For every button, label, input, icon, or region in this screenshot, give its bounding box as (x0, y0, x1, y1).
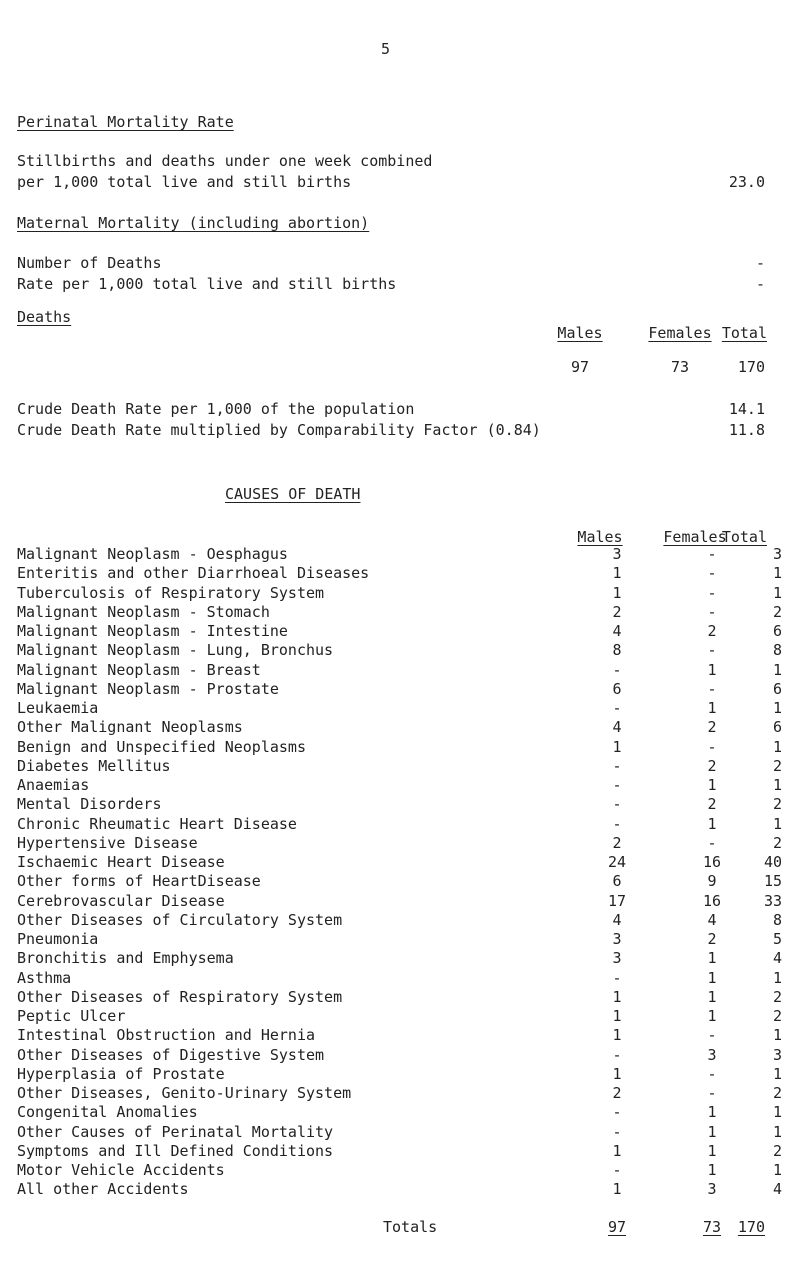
cause-females: 1 (707, 987, 717, 1006)
cause-total: 6 (772, 679, 782, 698)
cause-males: 3 (612, 930, 622, 948)
cause-males: 1 (612, 1141, 622, 1160)
cause-females: 2 (707, 930, 717, 948)
crude-rate-value: 14.1 (728, 400, 765, 418)
cause-total: 15 (763, 872, 782, 891)
cause-males: 1 (612, 1007, 622, 1025)
cause-males: 2 (612, 833, 622, 852)
deaths-col-males: Males (557, 324, 603, 342)
cause-females: - (707, 833, 717, 852)
adjusted-rate-label: Crude Death Rate multiplied by Comparability Factor (0.84) (17, 421, 541, 439)
cause-males: 4 (612, 718, 622, 737)
cause-label: Other forms of HeartDisease (17, 872, 261, 891)
table-row (17, 1122, 782, 1143)
cause-males: 17 (607, 891, 627, 910)
cause-label: Malignant Neoplasm - Prostate (17, 679, 279, 698)
causes-col-males: Males (577, 528, 623, 546)
cause-females: - (707, 737, 717, 756)
cause-label: All other Accidents (17, 1180, 189, 1199)
cause-females: - (707, 583, 717, 602)
cause-label: Chronic Rheumatic Heart Disease (17, 814, 297, 833)
cause-label: Other Diseases of Circulatory System (17, 910, 343, 929)
table-row (17, 1084, 782, 1104)
cause-total: 2 (772, 1084, 782, 1102)
cause-females: 1 (707, 1122, 717, 1141)
cause-total: 8 (772, 641, 782, 660)
totals-males: 97 (607, 1218, 627, 1236)
table-row (17, 872, 782, 892)
cause-males: - (612, 776, 622, 794)
causes-heading: CAUSES OF DEATH (225, 485, 361, 503)
table-row (17, 833, 782, 854)
table-row (17, 853, 782, 873)
cause-total: 2 (772, 1007, 782, 1025)
table-row (17, 987, 782, 1008)
cause-females: 1 (707, 1141, 717, 1160)
cause-label: Malignant Neoplasm - Breast (17, 660, 261, 679)
cause-females: 1 (707, 1161, 717, 1179)
cause-females: 1 (707, 949, 717, 968)
cause-males: 8 (612, 641, 622, 660)
cause-females: 2 (707, 756, 717, 775)
table-row (17, 641, 782, 661)
cause-males: - (612, 660, 622, 679)
cause-females: - (707, 564, 717, 583)
table-row (17, 949, 782, 969)
page-number: 5 (381, 40, 391, 58)
cause-total: 1 (772, 776, 782, 794)
cause-label: Other Diseases of Respiratory System (17, 987, 343, 1006)
cause-males: - (612, 968, 622, 987)
cause-label: Benign and Unspecified Neoplasms (17, 737, 306, 756)
cause-females: - (707, 1084, 717, 1102)
cause-males: 24 (607, 853, 627, 871)
cause-total: 33 (763, 891, 782, 910)
cause-males: 2 (612, 1084, 622, 1102)
cause-total: 4 (772, 949, 782, 968)
cause-total: 5 (772, 930, 782, 948)
table-row (17, 679, 782, 700)
table-row (17, 718, 782, 738)
cause-females: 2 (707, 718, 717, 737)
cause-females: 1 (707, 1103, 717, 1122)
cause-total: 1 (772, 968, 782, 987)
cause-females: 4 (707, 910, 717, 929)
cause-label: Pneumonia (17, 930, 99, 948)
table-row (17, 1026, 782, 1046)
perinatal-line1: Stillbirths and deaths under one week combined (17, 152, 433, 170)
maternal-heading: Maternal Mortality (including abortion) (17, 214, 370, 232)
deaths-females: 73 (670, 358, 690, 376)
table-row (17, 737, 782, 758)
table-row (17, 583, 782, 604)
cause-total: 1 (772, 583, 782, 602)
cause-females: 3 (707, 1045, 717, 1064)
perinatal-line2: per 1,000 total live and still births (17, 173, 352, 191)
cause-males: 3 (612, 545, 622, 563)
table-row (17, 545, 782, 565)
cause-label: Leukaemia (17, 699, 99, 717)
cause-males: 3 (612, 949, 622, 968)
cause-females: 9 (707, 872, 717, 891)
adjusted-rate-value: 11.8 (728, 421, 765, 439)
cause-total: 8 (772, 910, 782, 929)
maternal-rate-label: Rate per 1,000 total live and still births (17, 275, 397, 293)
cause-label: Cerebrovascular Disease (17, 891, 225, 910)
maternal-deaths-value: - (755, 254, 765, 272)
cause-label: Ischaemic Heart Disease (17, 853, 225, 871)
cause-males: - (612, 1045, 622, 1064)
cause-total: 6 (772, 718, 782, 737)
cause-total: 1 (772, 1026, 782, 1045)
cause-total: 1 (772, 814, 782, 833)
cause-females: 3 (707, 1180, 717, 1199)
cause-males: 2 (612, 602, 622, 621)
cause-total: 40 (763, 853, 782, 871)
table-row (17, 795, 782, 815)
table-row (17, 776, 782, 796)
cause-males: - (612, 1161, 622, 1179)
cause-total: 1 (772, 1064, 782, 1083)
cause-total: 3 (772, 545, 782, 563)
cause-males: 4 (612, 622, 622, 640)
table-row (17, 660, 782, 681)
cause-label: Malignant Neoplasm - Intestine (17, 622, 288, 640)
cause-males: 1 (612, 1180, 622, 1199)
table-row (17, 891, 782, 912)
table-row (17, 1180, 782, 1200)
cause-males: - (612, 699, 622, 717)
cause-males: - (612, 1103, 622, 1122)
cause-label: Diabetes Mellitus (17, 756, 171, 775)
cause-females: 16 (702, 853, 722, 871)
cause-label: Symptoms and Ill Defined Conditions (17, 1141, 334, 1160)
maternal-rate-value: - (755, 275, 765, 293)
cause-label: Other Causes of Perinatal Mortality (17, 1122, 334, 1141)
cause-total: 4 (772, 1180, 782, 1199)
cause-total: 2 (772, 987, 782, 1006)
causes-col-females: Females (663, 528, 727, 546)
cause-males: 1 (612, 1026, 622, 1045)
cause-label: Tuberculosis of Respiratory System (17, 583, 325, 602)
cause-males: - (612, 756, 622, 775)
cause-label: Hyperplasia of Prostate (17, 1064, 225, 1083)
cause-total: 1 (772, 660, 782, 679)
cause-total: 1 (772, 737, 782, 756)
cause-total: 6 (772, 622, 782, 640)
cause-label: Malignant Neoplasm - Lung, Bronchus (17, 641, 334, 660)
cause-females: 2 (707, 622, 717, 640)
cause-females: - (707, 679, 717, 698)
cause-females: 2 (707, 795, 717, 814)
cause-males: - (612, 814, 622, 833)
cause-total: 1 (772, 1122, 782, 1141)
cause-label: Asthma (17, 968, 72, 987)
causes-col-total: Total (721, 528, 767, 546)
cause-label: Other Diseases, Genito-Urinary System (17, 1084, 352, 1102)
cause-females: 1 (707, 968, 717, 987)
deaths-males: 97 (570, 358, 590, 376)
deaths-total: 170 (737, 358, 765, 376)
table-row (17, 1161, 782, 1181)
cause-label: Motor Vehicle Accidents (17, 1161, 225, 1179)
cause-label: Anaemias (17, 776, 90, 794)
cause-total: 1 (772, 699, 782, 717)
cause-label: Peptic Ulcer (17, 1007, 126, 1025)
cause-females: 1 (707, 1007, 717, 1025)
table-row (17, 1141, 782, 1162)
cause-label: Bronchitis and Emphysema (17, 949, 234, 968)
table-row (17, 699, 782, 719)
crude-rate-label: Crude Death Rate per 1,000 of the population (17, 400, 415, 418)
table-row (17, 814, 782, 835)
deaths-col-females: Females (648, 324, 712, 342)
cause-females: - (707, 602, 717, 621)
cause-males: - (612, 795, 622, 814)
cause-males: 6 (612, 679, 622, 698)
cause-label: Mental Disorders (17, 795, 162, 814)
table-row (17, 602, 782, 623)
cause-males: 1 (612, 737, 622, 756)
cause-males: 6 (612, 872, 622, 891)
deaths-col-total: Total (721, 324, 767, 342)
cause-females: - (707, 1026, 717, 1045)
cause-females: 1 (707, 776, 717, 794)
cause-males: 1 (612, 987, 622, 1006)
cause-label: Hypertensive Disease (17, 833, 198, 852)
maternal-deaths-label: Number of Deaths (17, 254, 162, 272)
cause-females: - (707, 545, 717, 563)
cause-label: Malignant Neoplasm - Oesphagus (17, 545, 288, 563)
perinatal-heading: Perinatal Mortality Rate (17, 113, 234, 131)
table-row (17, 756, 782, 777)
cause-total: 3 (772, 1045, 782, 1064)
cause-label: Congenital Anomalies (17, 1103, 198, 1122)
cause-label: Malignant Neoplasm - Stomach (17, 602, 270, 621)
cause-total: 2 (772, 795, 782, 814)
perinatal-value: 23.0 (728, 173, 765, 191)
cause-males: 4 (612, 910, 622, 929)
totals-females: 73 (702, 1218, 722, 1236)
deaths-heading: Deaths (17, 308, 72, 326)
cause-females: 16 (702, 891, 722, 910)
cause-males: 1 (612, 1064, 622, 1083)
cause-total: 1 (772, 1103, 782, 1122)
cause-label: Enteritis and other Diarrhoeal Diseases (17, 564, 370, 583)
cause-males: 1 (612, 564, 622, 583)
cause-males: - (612, 1122, 622, 1141)
totals-total: 170 (737, 1218, 765, 1236)
table-row (17, 564, 782, 584)
table-row (17, 910, 782, 931)
cause-label: Other Diseases of Digestive System (17, 1045, 325, 1064)
table-row (17, 1064, 782, 1085)
cause-label: Other Malignant Neoplasms (17, 718, 243, 737)
cause-total: 2 (772, 756, 782, 775)
cause-total: 2 (772, 1141, 782, 1160)
cause-total: 1 (772, 1161, 782, 1179)
cause-females: 1 (707, 699, 717, 717)
table-row (17, 1007, 782, 1027)
table-row (17, 1045, 782, 1066)
table-row (17, 1103, 782, 1123)
cause-females: - (707, 1064, 717, 1083)
table-row (17, 622, 782, 642)
cause-label: Intestinal Obstruction and Hernia (17, 1026, 316, 1045)
table-row (17, 930, 782, 950)
cause-males: 1 (612, 583, 622, 602)
cause-females: 1 (707, 814, 717, 833)
table-row (17, 968, 782, 989)
cause-females: 1 (707, 660, 717, 679)
totals-label: Totals (383, 1218, 438, 1236)
cause-females: - (707, 641, 717, 660)
cause-total: 1 (772, 564, 782, 583)
cause-total: 2 (772, 602, 782, 621)
cause-total: 2 (772, 833, 782, 852)
